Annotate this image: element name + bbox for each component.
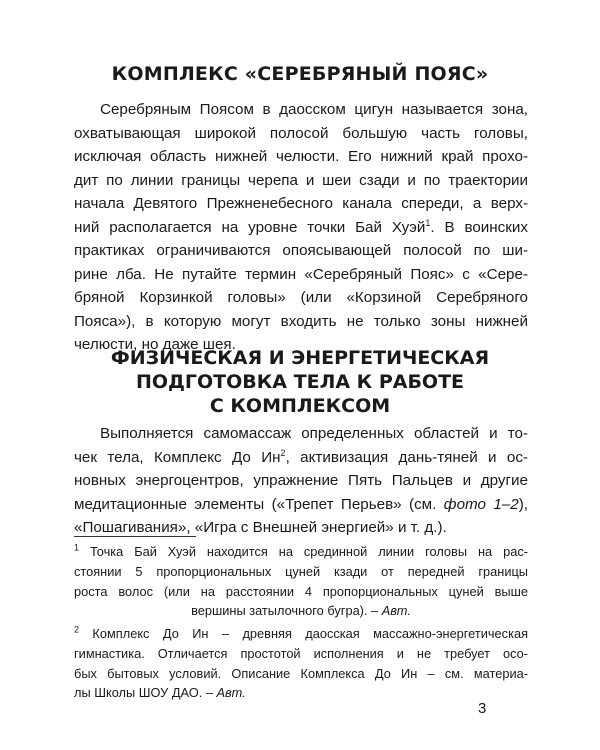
footnote-line [74, 683, 528, 703]
text-fragment: Точка Бай Хуэй находится на срединной линии головы на рас- [79, 544, 528, 559]
text-line: Пояса»), в которую могут входить не только зоны нижней [74, 312, 528, 330]
footnote-line: стоянии 5 пропорциональных цуней кзади от передней границы [74, 563, 528, 579]
section-heading-silver-belt: КОМПЛЕКС «СЕРЕБРЯНЫЙ ПОЯС» [111, 63, 489, 85]
photo-reference: фото 1–2 [443, 495, 519, 513]
text-fragment: , активизация дань-тяней и ос- [285, 448, 528, 466]
footnote-line: роста волос (или на расстоянии 4 пропорциональных цуней выше [74, 583, 528, 599]
text-line: практиках ограничиваются опоясывающей полосой по ши- [74, 242, 528, 259]
text-line: «Пошагивания», «Игра с Внешней энергией» и т. д.). [74, 519, 447, 536]
text-line: новных энергоцентров, упражнение Пять Пальцев и другие [74, 472, 528, 489]
footnote-2 [74, 624, 528, 703]
text-fragment: ний располагается на уровне точки Бай Хуэй [74, 218, 426, 236]
text-line: охватывающая широкой полосой большую часть головы, [74, 124, 528, 142]
paragraph-preparation [74, 422, 528, 540]
footnote-line [74, 624, 528, 644]
footnote-line: гимнастика. Отличается простотой исполнения и не требует осо- [74, 645, 528, 661]
section-heading-preparation [60, 346, 540, 418]
text-line: челюсти, но даже шея. [74, 336, 236, 353]
footnote-1 [74, 542, 528, 621]
text-line [74, 216, 528, 240]
text-fragment: лы Школы ШОУ ДАО. – [74, 685, 217, 701]
text-line: исключая область нижней челюсти. Его нижний край прохо- [74, 148, 528, 165]
heading-line: ФИЗИЧЕСКАЯ И ЭНЕРГЕТИЧЕСКАЯ [110, 347, 490, 369]
text-fragment: . В воинских [430, 218, 528, 236]
text-fragment: Комплекс До Ин – древняя даосская массажно-энергетическая [79, 626, 528, 641]
author-mark: Авт. [216, 685, 246, 701]
text-fragment: ), [518, 495, 528, 513]
paragraph-silver-belt [74, 98, 528, 357]
text-line: рине лба. Не путайте термин «Серебряный Пояс» с «Сере- [74, 265, 528, 283]
text-line: Серебряным Поясом в даосском цигун называется зона, [100, 101, 528, 118]
text-line [74, 493, 528, 517]
footnote-line [74, 601, 528, 621]
footnote-line: бых бытовых условий. Описание Комплекса До Ин – см. материа- [74, 665, 528, 681]
text-line: начала Девятого Прежненебесного канала спереди, а верх- [74, 195, 528, 212]
text-fragment: вершины затылочного бугра). – [191, 603, 382, 619]
footnote-marker: 2 [74, 624, 80, 635]
footnote-ref: 1 [425, 217, 431, 228]
heading-line: ПОДГОТОВКА ТЕЛА К РАБОТЕ [135, 371, 465, 393]
text-fragment: медитационные элементы («Трепет Перьев» (см. [74, 495, 444, 513]
footnote-ref: 2 [280, 447, 286, 458]
text-line [74, 446, 528, 470]
page-number: 3 [478, 700, 487, 717]
text-line: дит по линии границы черепа и шеи сзади и по траектории [74, 171, 528, 189]
footnote-divider [74, 536, 196, 537]
text-line: бряной Корзинкой головы» (или «Корзиной Серебряного [74, 289, 528, 306]
footnote-marker: 1 [74, 542, 80, 553]
text-fragment: чек тела, Комплекс До Ин [74, 448, 281, 466]
footnote-line [74, 542, 528, 562]
heading-line: С КОМПЛЕКСОМ [209, 395, 391, 417]
text-line: Выполняется самомассаж определенных областей и то- [100, 425, 528, 442]
author-mark: Авт. [381, 603, 411, 619]
